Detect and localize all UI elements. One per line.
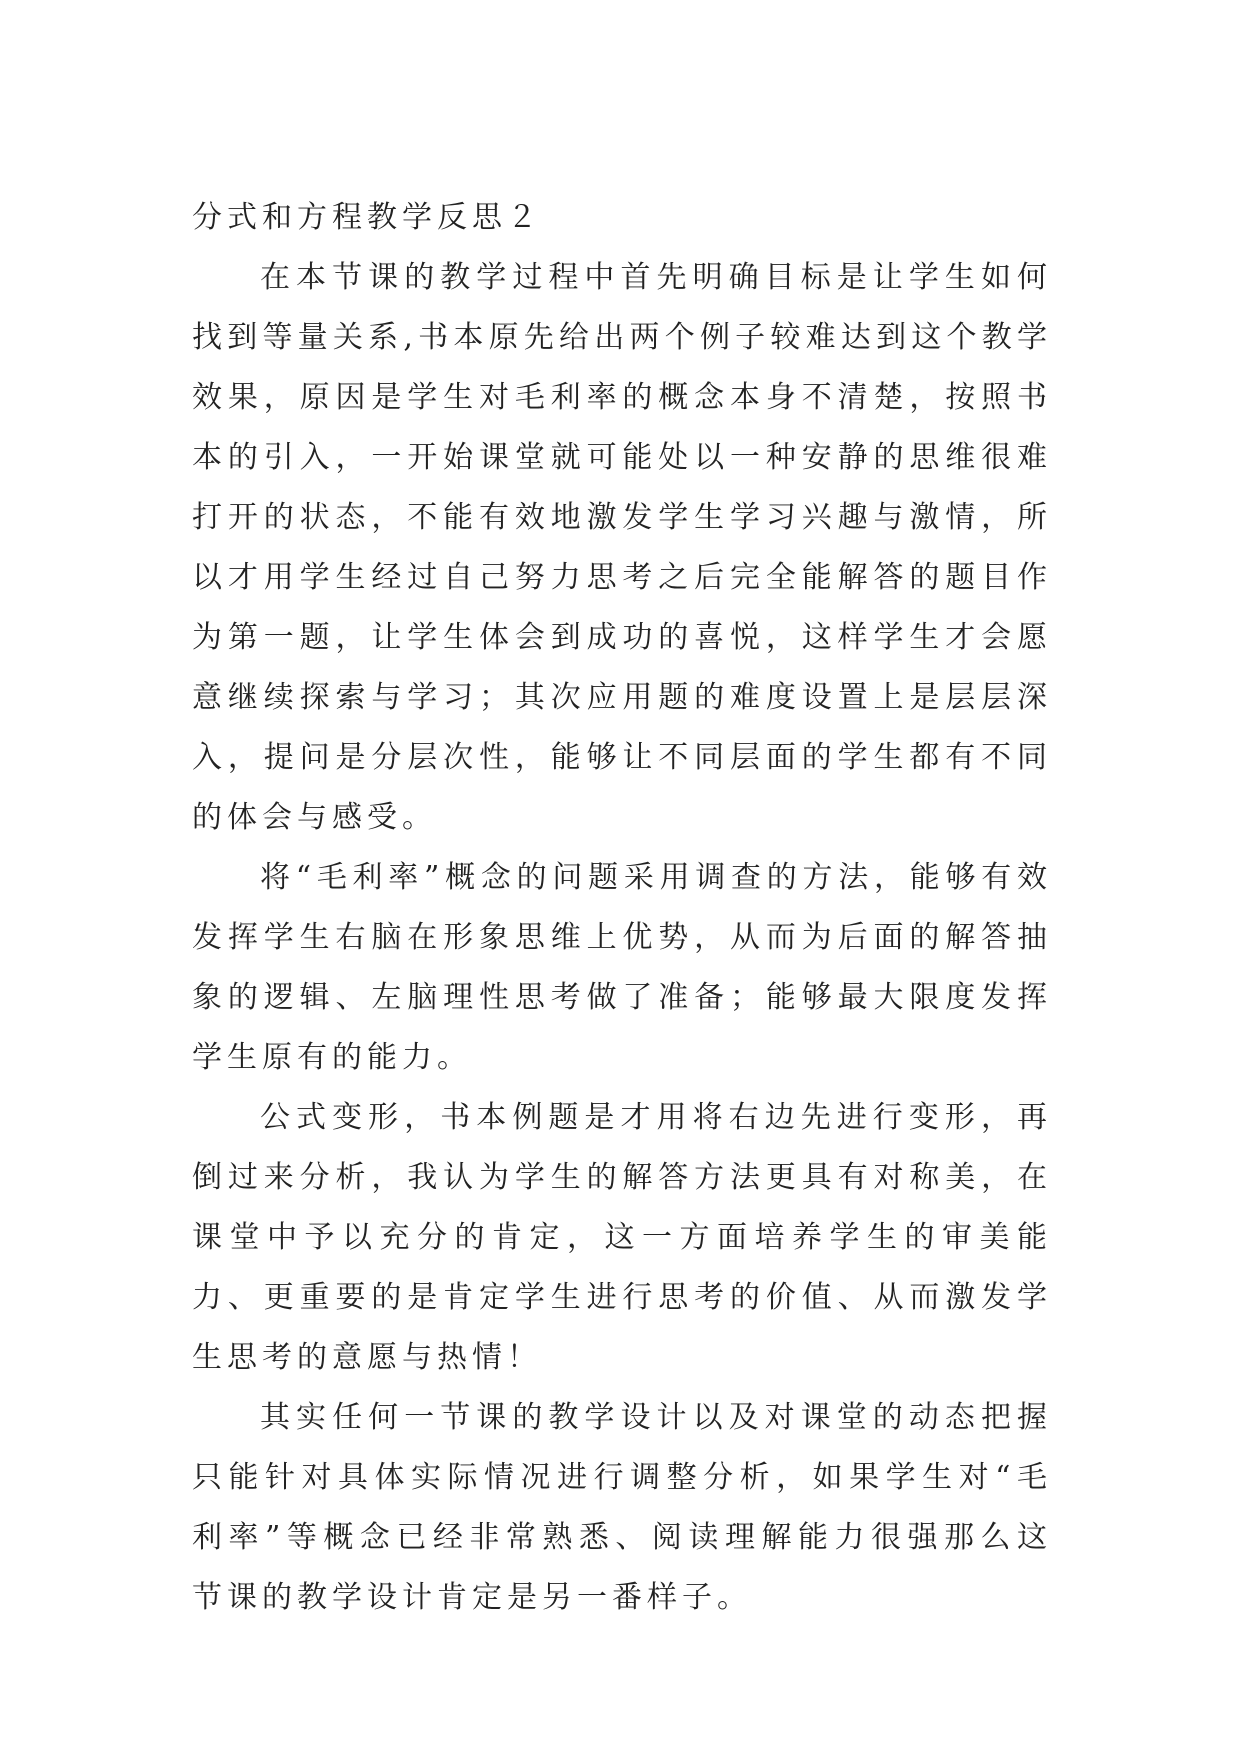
paragraph-2: 将“毛利率”概念的问题采用调查的方法，能够有效发挥学生右脑在形象思维上优势，从而为后面的解答抽象的逻辑、左脑理性思考做了准备；能够最大限度发挥学生原有的能力。 <box>192 860 1052 1075</box>
document-title: 分式和方程教学反思２ <box>192 200 542 235</box>
paragraph-1: 在本节课的教学过程中首先明确目标是让学生如何找到等量关系,书本原先给出两个例子较难达到这个教学效果，原因是学生对毛利率的概念本身不清楚，按照书本的引入，一开始课堂就可能处以一种安静的思维很难打开的状态，不能有效地激发学生学习兴趣与激情，所以才用学生经过自己努力思考之后完全能解答的题目作为第一题，让学生体会到成功的喜悦，这样学生才会愿意继续探索与学习；其次应用题的难度设置上是层层深入，提问是分层次性，能够让不同层面的学生都有不同的体会与感受。 <box>192 260 1052 835</box>
document-body <box>192 188 1052 1628</box>
paragraph-4: 其实任何一节课的教学设计以及对课堂的动态把握只能针对具体实际情况进行调整分析，如果学生对“毛利率”等概念已经非常熟悉、阅读理解能力很强那么这节课的教学设计肯定是另一番样子。 <box>192 1400 1052 1615</box>
paragraph-3: 公式变形，书本例题是才用将右边先进行变形，再倒过来分析，我认为学生的解答方法更具有对称美，在课堂中予以充分的肯定，这一方面培养学生的审美能力、更重要的是肯定学生进行思考的价值、从而激发学生思考的意愿与热情！ <box>192 1100 1052 1375</box>
